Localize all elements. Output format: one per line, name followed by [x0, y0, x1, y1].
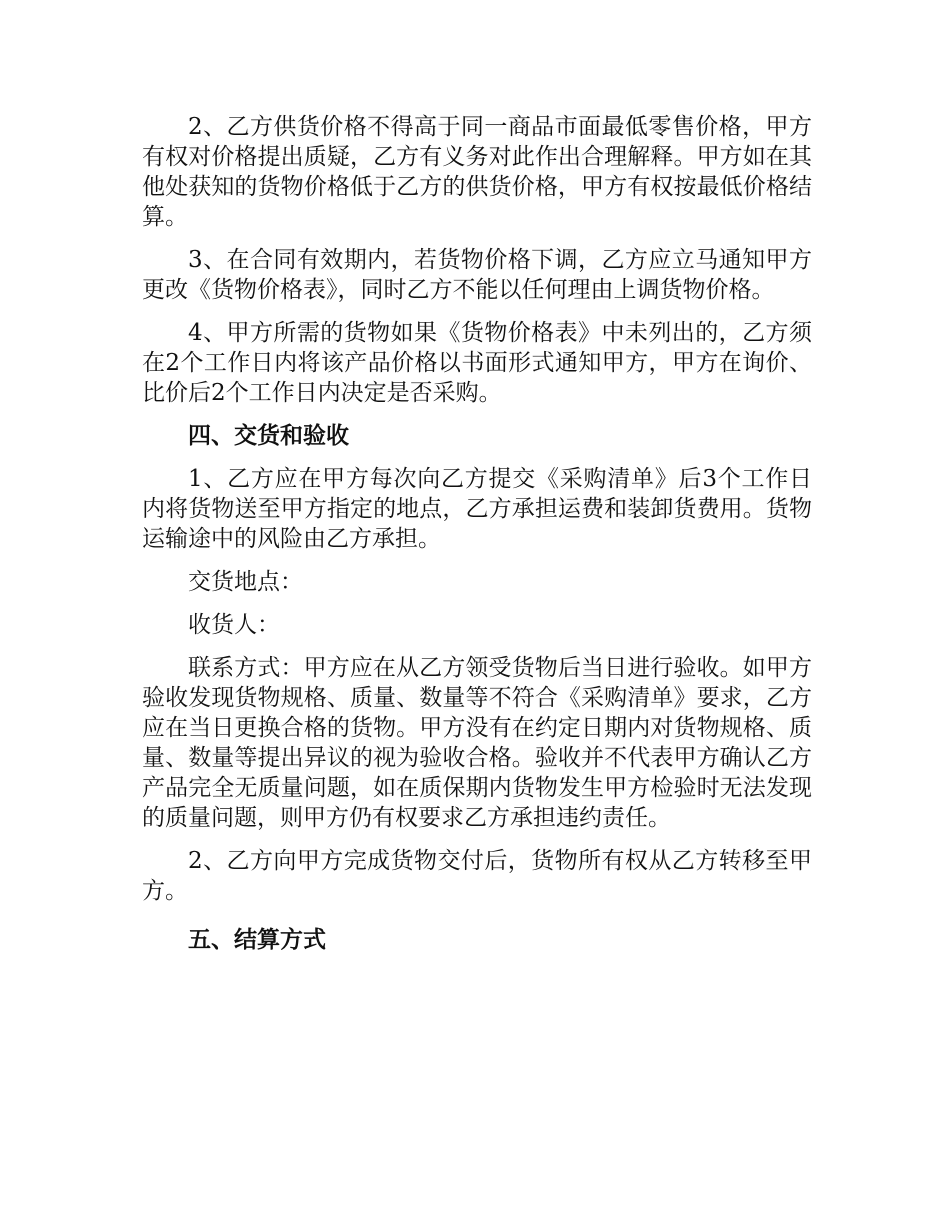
section-5-heading: 五、结算方式: [188, 927, 326, 953]
clause-4-2-paragraph: 2、乙方向甲方完成货物交付后，货物所有权从乙方转移至甲方。: [142, 848, 812, 904]
clause-3-2-paragraph: 2、乙方供货价格不得高于同一商品市面最低零售价格，甲方有权对价格提出质疑，乙方有义务对此作出合理解释。甲方如在其他处获知的货物价格低于乙方的供货价格，甲方有权按最低价格结算。: [142, 114, 812, 230]
recipient-label: 收货人：: [188, 612, 280, 638]
delivery-location-label: 交货地点：: [188, 569, 303, 595]
section-4-heading: 四、交货和验收: [188, 423, 349, 449]
contact-inspection-paragraph: 联系方式：甲方应在从乙方领受货物后当日进行验收。如甲方验收发现货物规格、质量、数量等不符合《采购清单》要求，乙方应在当日更换合格的货物。甲方没有在约定日期内对货物规格、质量、数量等提出异议的视为验收合格。验收并不代表甲方确认乙方产品完全无质量问题，如在质保期内货物发生甲方检验时无法发现的质量问题，则甲方仍有权要求乙方承担违约责任。: [142, 655, 812, 831]
clause-3-4-paragraph: 4、甲方所需的货物如果《货物价格表》中未列出的，乙方须在2个工作日内将该产品价格以书面形式通知甲方，甲方在询价、比价后2个工作日内决定是否采购。: [142, 320, 812, 406]
clause-3-3-paragraph: 3、在合同有效期内，若货物价格下调，乙方应立马通知甲方更改《货物价格表》，同时乙方不能以任何理由上调货物价格。: [142, 247, 812, 303]
document-page: [142, 112, 812, 968]
clause-4-1-paragraph: 1、乙方应在甲方每次向乙方提交《采购清单》后3个工作日内将货物送至甲方指定的地点，乙方承担运费和装卸货费用。货物运输途中的风险由乙方承担。: [142, 466, 812, 552]
